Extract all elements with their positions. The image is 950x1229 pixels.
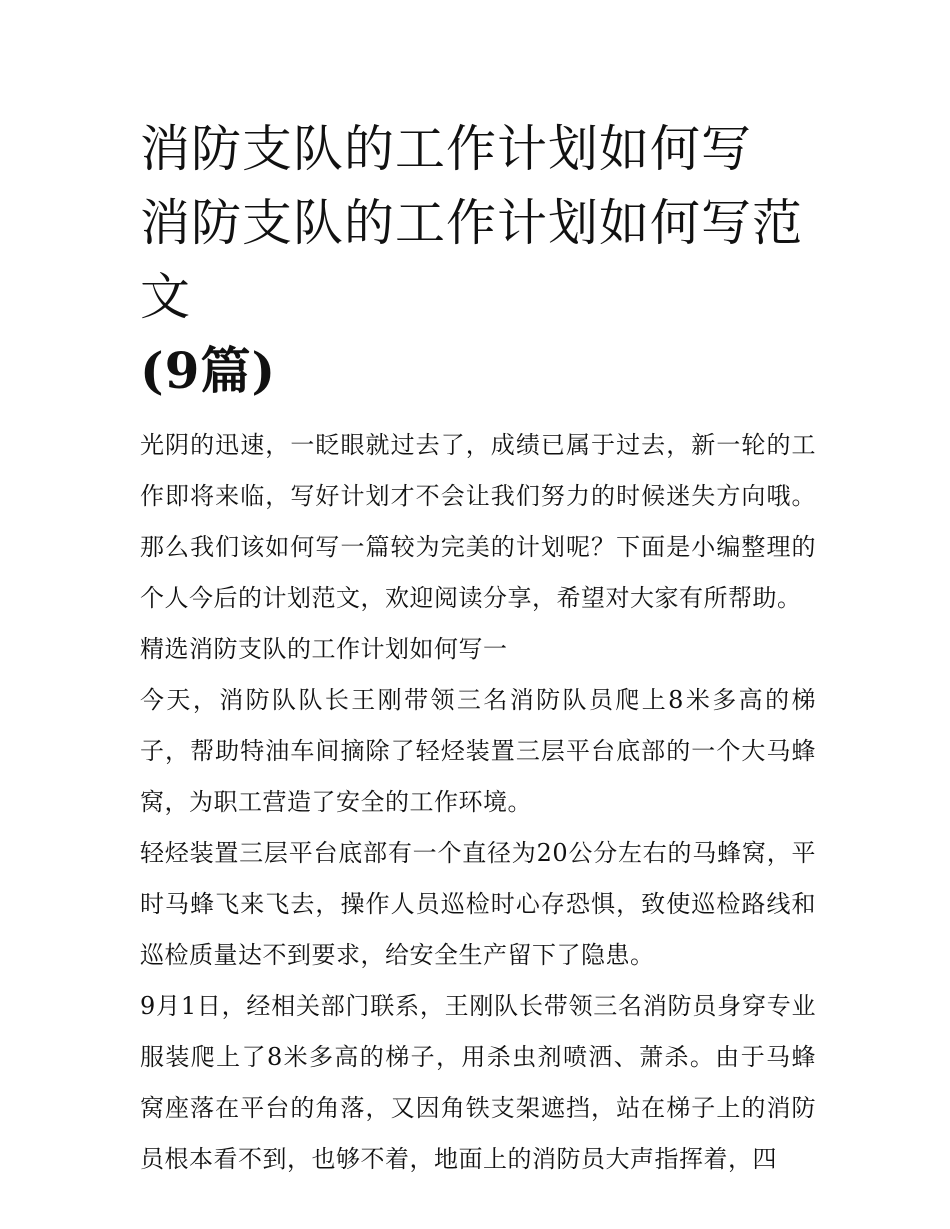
title-suffix: (9篇) <box>140 341 277 400</box>
document-page <box>140 112 816 1185</box>
body-paragraph: 今天，消防队队长王刚带领三名消防队员爬上8米多高的梯子，帮助特油车间摘除了轻烃装置三层平台底部的一个大马蜂窝，为职工营造了安全的工作环境。 <box>140 686 816 816</box>
title-main: 消防支队的工作计划如何写 消防支队的工作计划如何写范文 <box>140 120 803 326</box>
document-title <box>140 112 816 408</box>
section-heading: 精选消防支队的工作计划如何写一 <box>140 635 508 663</box>
body-paragraph: 9月1日，经相关部门联系，王刚队长带领三名消防员身穿专业服装爬上了8米多高的梯子，用杀虫剂喷洒、萧杀。由于马蜂窝座落在平台的角落，又因角铁支架遮挡，站在梯子上的消防员根本看不到，也够不着，地面上的消防员大声指挥着，四 <box>140 992 816 1173</box>
body-paragraph: 轻烃装置三层平台底部有一个直径为20公分左右的马蜂窝，平时马蜂飞来飞去，操作人员巡检时心存恐惧，致使巡检路线和巡检质量达不到要求，给安全生产留下了隐患。 <box>140 839 816 969</box>
intro-paragraph: 光阴的迅速，一眨眼就过去了，成绩已属于过去，新一轮的工作即将来临，写好计划才不会让我们努力的时候迷失方向哦。那么我们该如何写一篇较为完美的计划呢？下面是小编整理的个人今后的计划范文，欢迎阅读分享，希望对大家有所帮助。 <box>140 431 816 612</box>
